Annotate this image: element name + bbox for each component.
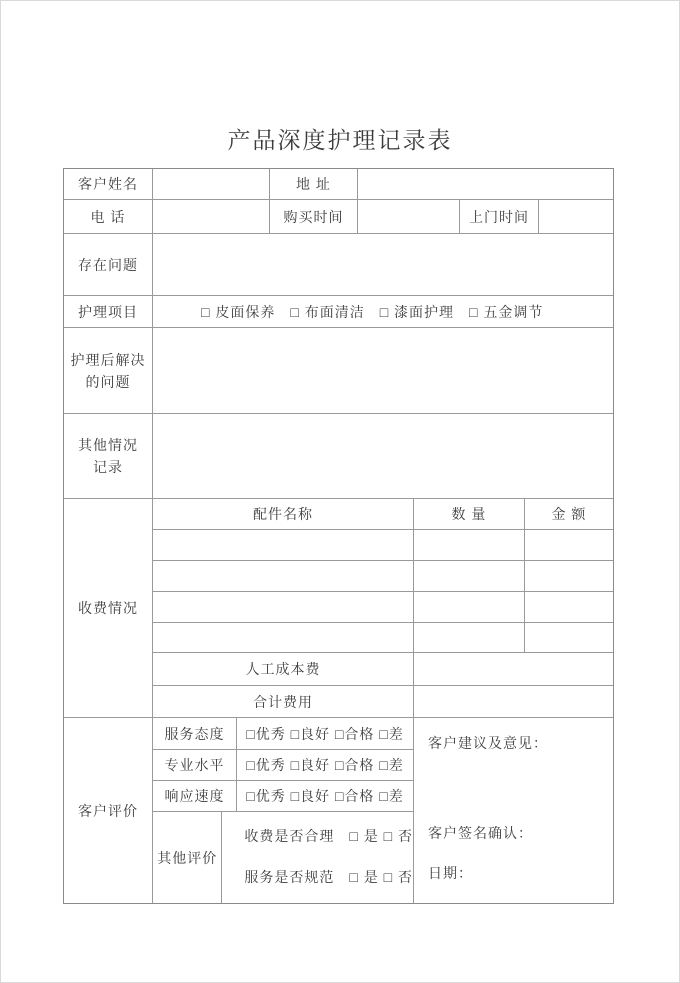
fees-item-qty-input[interactable]	[414, 592, 525, 622]
row-care-items	[64, 296, 613, 328]
other-records-label-line1: 其他情况	[78, 437, 138, 453]
page-title: 产品深度护理记录表	[227, 127, 453, 153]
customer-name-input[interactable]	[153, 169, 270, 199]
phone-input[interactable]	[153, 200, 270, 233]
evaluation-section-label: 客户评价	[64, 718, 153, 903]
fees-item-row	[153, 592, 613, 623]
labor-cost-input[interactable]	[414, 653, 613, 685]
solved-problems-label-line1: 护理后解决	[70, 351, 146, 368]
service-standard-options[interactable]: 服务是否规范 □ 是 □ 否	[244, 869, 413, 885]
row-other-records	[64, 414, 613, 499]
service-attitude-row	[153, 718, 414, 750]
professional-level-row	[153, 750, 414, 781]
fees-col-amount-header: 金 额	[551, 506, 587, 522]
fees-section-label: 收费情况	[64, 499, 153, 717]
fees-item-name-input[interactable]	[153, 623, 414, 652]
fees-section	[64, 499, 613, 718]
other-records-input[interactable]	[153, 414, 613, 498]
evaluation-section	[64, 718, 613, 903]
fees-header-row	[153, 499, 613, 530]
total-cost-label: 合计费用	[153, 686, 414, 717]
fees-table	[153, 499, 613, 717]
fees-item-name-input[interactable]	[153, 561, 414, 591]
fee-reasonable-options[interactable]: 收费是否合理 □ 是 □ 否	[244, 828, 413, 844]
fees-item-name-input[interactable]	[153, 592, 414, 622]
professional-level-options[interactable]: □优秀 □良好 □合格 □差	[237, 750, 414, 780]
fees-item-qty-input[interactable]	[414, 623, 525, 652]
fees-col-qty-header: 数 量	[414, 499, 525, 529]
row-phone-times	[64, 200, 613, 234]
purchase-time-label: 购买时间	[270, 200, 358, 233]
care-options-checkboxes[interactable]: □ 皮面保养 □ 布面清洁 □ 漆面护理 □ 五金调节	[201, 303, 544, 320]
fees-item-row	[153, 561, 613, 592]
address-label: 地 址	[270, 169, 358, 199]
fees-item-name-input[interactable]	[153, 530, 414, 560]
visit-time-label: 上门时间	[460, 200, 539, 233]
fees-item-qty-input[interactable]	[414, 561, 525, 591]
customer-name-label: 客户姓名	[64, 169, 153, 199]
fees-item-amount-input[interactable]	[525, 530, 613, 560]
row-problems	[64, 234, 613, 296]
response-speed-label: 响应速度	[153, 781, 237, 811]
customer-feedback-cell[interactable]	[414, 718, 613, 903]
row-customer-address	[64, 169, 613, 200]
total-cost-input[interactable]	[414, 686, 613, 717]
response-speed-row	[153, 781, 414, 812]
fees-item-amount-input[interactable]	[525, 561, 613, 591]
date-label: 日期：	[428, 865, 473, 881]
labor-cost-label: 人工成本费	[153, 653, 414, 685]
response-speed-options[interactable]: □优秀 □良好 □合格 □差	[237, 781, 414, 811]
other-evaluation-options	[222, 812, 414, 903]
other-records-label-line2: 记录	[93, 459, 123, 475]
care-items-label: 护理项目	[64, 296, 153, 327]
care-record-form	[63, 168, 614, 904]
other-records-label	[64, 414, 153, 498]
solved-problems-input[interactable]	[153, 328, 613, 413]
fees-item-row	[153, 530, 613, 561]
visit-time-input[interactable]	[539, 200, 613, 233]
suggestions-label: 客户建议及意见：	[428, 735, 548, 751]
problems-label: 存在问题	[64, 234, 153, 295]
fees-item-qty-input[interactable]	[414, 530, 525, 560]
service-attitude-options[interactable]: □优秀 □良好 □合格 □差	[237, 718, 414, 749]
total-cost-row	[153, 686, 613, 717]
other-evaluation-label: 其他评价	[153, 812, 222, 903]
address-input[interactable]	[358, 169, 613, 199]
signature-label: 客户签名确认：	[428, 825, 533, 841]
purchase-time-input[interactable]	[358, 200, 460, 233]
fees-item-row	[153, 623, 613, 653]
fees-item-amount-input[interactable]	[525, 592, 613, 622]
other-evaluation-row	[153, 812, 414, 903]
evaluation-rows	[153, 718, 414, 903]
solved-problems-label-line2: 的问题	[85, 373, 131, 390]
problems-input[interactable]	[153, 234, 613, 295]
fees-item-amount-input[interactable]	[525, 623, 613, 652]
labor-cost-row	[153, 653, 613, 686]
professional-level-label: 专业水平	[153, 750, 237, 780]
phone-label: 电 话	[64, 200, 153, 233]
row-solved-problems	[64, 328, 613, 414]
service-attitude-label: 服务态度	[153, 718, 237, 749]
fees-col-name-header: 配件名称	[153, 499, 414, 529]
solved-problems-label	[64, 328, 153, 413]
